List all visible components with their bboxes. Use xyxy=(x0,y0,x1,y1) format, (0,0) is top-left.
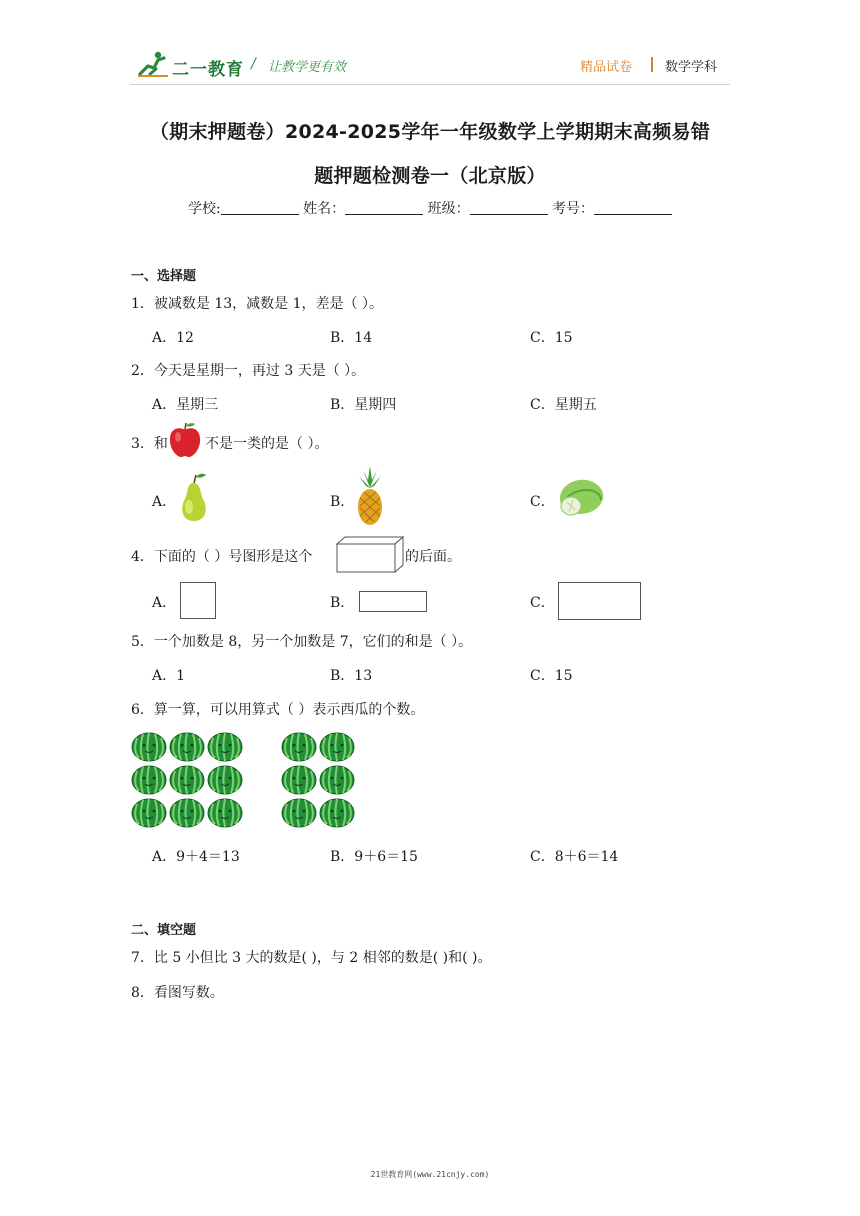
cabbage-icon[interactable] xyxy=(555,474,607,520)
thin-rectangle-shape[interactable] xyxy=(359,591,427,612)
watermelon-icon xyxy=(281,732,317,762)
school-label: 学校: xyxy=(187,201,221,217)
pineapple-icon[interactable] xyxy=(353,466,387,526)
q6-option-b[interactable]: B．9＋6＝15 xyxy=(330,849,418,865)
question-7: 7．比 5 小但比 3 大的数是( )，与 2 相邻的数是( )和( )。 xyxy=(131,950,492,966)
footer-source: 21世教育网(www.21cnjy.com) xyxy=(370,1170,490,1179)
school-blank[interactable] xyxy=(221,200,299,215)
q1-option-a[interactable]: A．12 xyxy=(152,330,194,346)
watermelon-icon xyxy=(169,798,205,828)
q1-option-b[interactable]: B．14 xyxy=(330,330,373,346)
section-fill-heading: 二、填空题 xyxy=(131,923,197,938)
q1-option-c[interactable]: C．15 xyxy=(530,330,573,346)
logo-separator: / xyxy=(251,56,256,72)
q6-option-c[interactable]: C．8＋6＝14 xyxy=(530,849,619,865)
square-shape[interactable] xyxy=(180,582,216,619)
question-1: 1．被减数是 13，减数是 1，差是（ ）。 xyxy=(131,296,383,312)
watermelon-icon xyxy=(131,765,167,795)
class-label: 班级： xyxy=(427,201,470,217)
question-6: 6．算一算，可以用算式（ ）表示西瓜的个数。 xyxy=(131,702,425,718)
watermelon-icon xyxy=(207,732,243,762)
q4-option-a[interactable]: A． xyxy=(152,595,177,611)
watermelon-icon xyxy=(131,732,167,762)
question-3-suffix: 不是一类的是（ ）。 xyxy=(205,436,329,452)
student-info-line xyxy=(100,198,760,218)
cuboid-figure xyxy=(334,536,406,574)
logo-text: 二一教育 xyxy=(172,60,244,80)
question-4-prefix: 4．下面的（ ）号图形是这个 xyxy=(131,549,313,565)
header-tag-premium: 精品试卷 xyxy=(580,60,633,75)
q5-option-c[interactable]: C．15 xyxy=(530,668,573,684)
watermelon-icon xyxy=(319,732,355,762)
apple-icon xyxy=(167,421,203,459)
q6-option-a[interactable]: A．9＋4＝13 xyxy=(152,849,240,865)
q4-option-b[interactable]: B． xyxy=(330,595,355,611)
q3-option-a[interactable]: A． xyxy=(152,494,177,510)
header-tag-subject: 数学学科 xyxy=(665,60,718,75)
question-5: 5．一个加数是 8，另一个加数是 7，它们的和是（ ）。 xyxy=(131,634,473,650)
watermelon-icon xyxy=(207,798,243,828)
watermelon-icon xyxy=(281,765,317,795)
pear-icon[interactable] xyxy=(175,471,213,523)
q2-option-a[interactable]: A．星期三 xyxy=(152,397,219,413)
section-choice-heading: 一、选择题 xyxy=(131,269,197,284)
watermelon-icon xyxy=(319,765,355,795)
q2-option-c[interactable]: C．星期五 xyxy=(530,397,597,413)
header-divider xyxy=(651,57,653,72)
watermelon-icon xyxy=(169,765,205,795)
page-title-line2: 题押题检测卷一（北京版） xyxy=(314,165,546,187)
exam-no-label: 考号： xyxy=(552,201,595,217)
header-rule xyxy=(130,84,730,85)
q2-option-b[interactable]: B．星期四 xyxy=(330,397,397,413)
watermelon-icon xyxy=(207,765,243,795)
q5-option-b[interactable]: B．13 xyxy=(330,668,373,684)
watermelon-icon xyxy=(131,798,167,828)
class-blank[interactable] xyxy=(470,200,548,215)
runner-logo-icon xyxy=(136,50,170,78)
question-3-prefix: 3．和 xyxy=(131,436,168,452)
watermelon-icon xyxy=(281,798,317,828)
exam-no-blank[interactable] xyxy=(594,200,672,215)
watermelon-icon xyxy=(169,732,205,762)
q3-option-b[interactable]: B． xyxy=(330,494,355,510)
name-label: 姓名： xyxy=(303,201,346,217)
question-4-suffix: 的后面。 xyxy=(405,549,461,565)
name-blank[interactable] xyxy=(345,200,423,215)
question-2: 2．今天是星期一，再过 3 天是（ ）。 xyxy=(131,363,366,379)
question-8: 8．看图写数。 xyxy=(131,985,224,1001)
page-title-line1: （期末押题卷）2024-2025学年一年级数学上学期期末高频易错 xyxy=(149,121,711,143)
wide-rectangle-shape[interactable] xyxy=(558,582,641,620)
q3-option-c[interactable]: C． xyxy=(530,494,555,510)
q4-option-c[interactable]: C． xyxy=(530,595,555,611)
slogan: 让教学更有效 xyxy=(268,60,347,75)
q5-option-a[interactable]: A．1 xyxy=(152,668,186,684)
watermelon-icon xyxy=(319,798,355,828)
